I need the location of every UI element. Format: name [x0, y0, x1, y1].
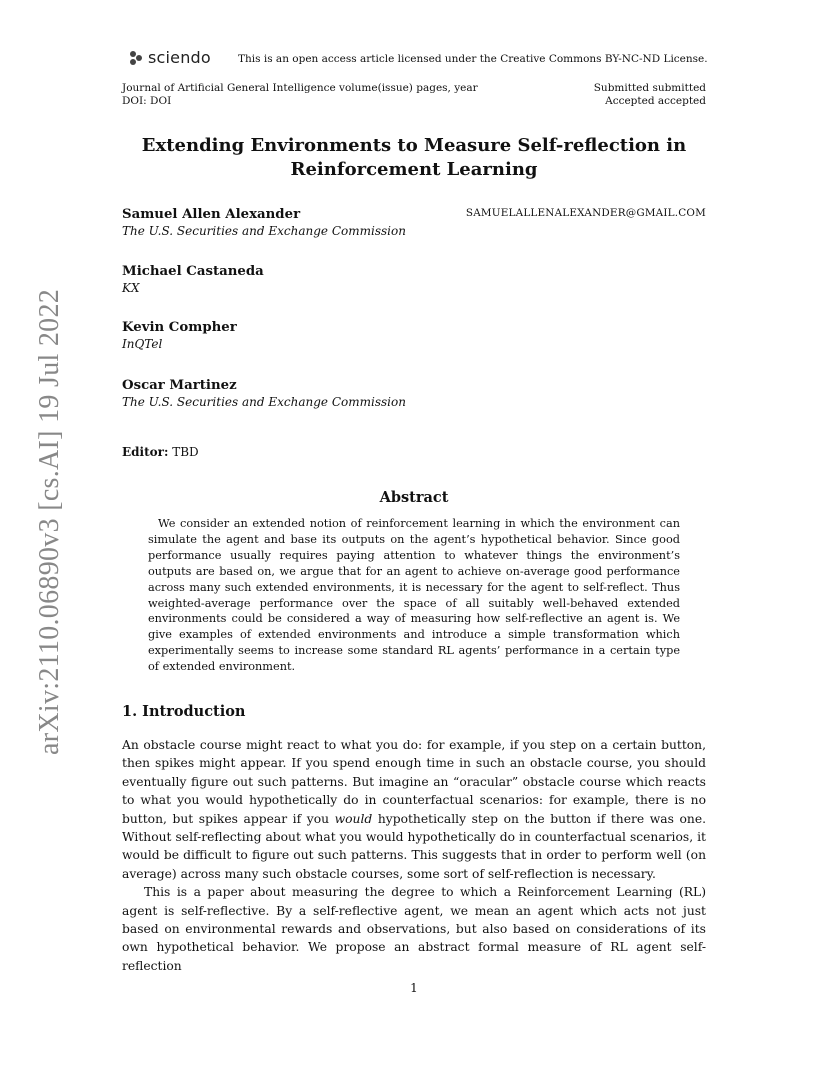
author-block	[122, 377, 706, 410]
accepted-line: Accepted accepted	[605, 95, 706, 107]
journal-info	[122, 82, 478, 108]
section-heading: 1. Introduction	[122, 703, 246, 720]
paragraph: This is a paper about measuring the degree to which a Reinforcement Learning (RL) agent is self-reflective. By a self-reflective agent, we mean an agent which acts not just based on environmental rewards and observations, but also based on considerations of its own hypothetical behavior. We propose an abstract formal measure of RL agent self-reflection	[122, 885, 706, 973]
author-affiliation: InQTel	[122, 337, 163, 351]
editor-line	[122, 445, 199, 459]
editor-label: Editor:	[122, 445, 169, 459]
author-name: Kevin Compher	[122, 320, 237, 335]
page-number: 1	[410, 981, 418, 995]
paper-title	[122, 134, 706, 182]
author-affiliation: KX	[122, 281, 140, 295]
body-text	[122, 736, 706, 975]
logo-text: sciendo	[148, 48, 211, 67]
paragraph-text: An obstacle course might react to what you do: for example, if you step on a certain button, then spikes might appear. If you spend enough time in such an obstacle course, you should eventually figure out such patterns. But imagine an “oracular” obstacle course which reacts to what you would hypothetically do in counterfactual scenarios: for example, there is no button, but spikes appear if you	[122, 738, 706, 826]
title-line-1: Extending Environments to Measure Self-reflection in	[141, 135, 687, 156]
journal-line: Journal of Artificial General Intelligence volume(issue) pages, year	[122, 82, 478, 94]
license-notice: This is an open access article licensed under the Creative Commons BY-NC-ND License.	[238, 53, 708, 65]
author-name: Oscar Martinez	[122, 378, 237, 393]
sciendo-logo	[128, 48, 211, 67]
author-affiliation: The U.S. Securities and Exchange Commission	[122, 395, 406, 409]
doi-line: DOI: DOI	[122, 95, 172, 107]
abstract-heading: Abstract	[379, 489, 449, 506]
paragraph-text: hypothetically step on the button if there was one. Without self-reflecting about what you would hypothetically do in counterfactual scenarios, it would be difficult to figure out such patterns. This suggests that in order to perform well (on average) across many such obstacle courses, some sort of self-reflection is necessary.	[122, 811, 707, 881]
arxiv-stamp: arXiv:2110.06890v3 [cs.AI] 19 Jul 2022	[34, 288, 65, 755]
submission-info	[594, 82, 706, 108]
title-line-2: Reinforcement Learning	[290, 159, 538, 180]
author-name: Samuel Allen Alexander	[122, 207, 301, 222]
paragraph	[122, 736, 706, 883]
emphasis-text: would	[334, 811, 373, 826]
author-block	[122, 206, 706, 239]
author-email[interactable]: SAMUELALLENALEXANDER@GMAIL.COM	[465, 207, 706, 219]
sciendo-logo-icon	[128, 50, 144, 66]
editor-value: TBD	[172, 445, 199, 459]
abstract-text: We consider an extended notion of reinforcement learning in which the environment can simulate the agent and base its outputs on the agent’s hypothetical behavior. Since good performance usually requires paying attention to whatever things the environment’s outputs are based on, we argue that for an agent to achieve on-average good performance across many such extended environments, it is necessary for the agent to self-reflect. Thus weighted-average performance over the space of all suitably well-behaved extended environments could be considered a way of measuring how self-reflective an agent is. We give examples of extended environments and introduce a simple transformation which experimentally seems to increase some standard RL agents’ performance in a certain type of extended environment.	[148, 517, 680, 674]
author-affiliation: The U.S. Securities and Exchange Commission	[122, 224, 406, 238]
author-name: Michael Castaneda	[122, 264, 264, 279]
author-block	[122, 319, 706, 352]
author-block	[122, 263, 706, 296]
submitted-line: Submitted submitted	[593, 82, 706, 94]
